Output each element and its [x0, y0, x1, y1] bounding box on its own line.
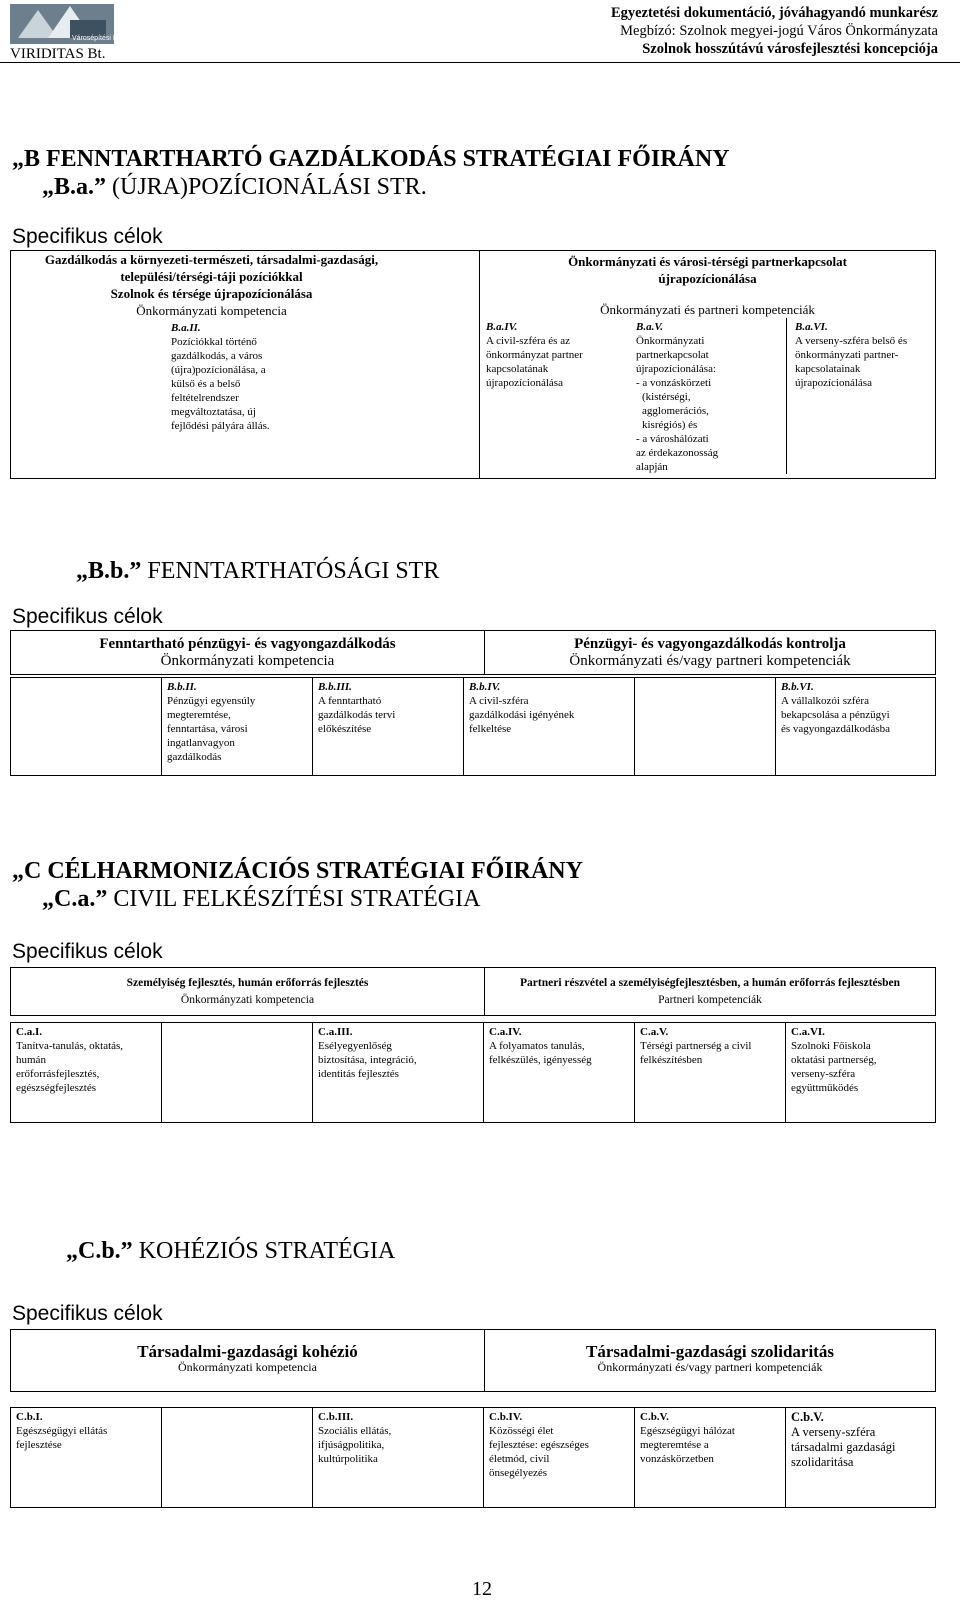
cell-b-a-v: B.a.V. Önkormányzati partnerkapcsolat újrapozícionálása: - a vonzáskörzeti (kistérségi, agglomerációs, kisrégiós) és - a városhálózati az érdekazonosság alapján	[636, 321, 719, 473]
section-bb-spec-label: Specifikus célok	[12, 605, 163, 628]
section-c-title: „C CÉLHARMONIZÁCIÓS STRATÉGIAI FŐIRÁNY	[12, 858, 583, 884]
section-cb-cells-table	[10, 1407, 936, 1508]
cell-b-a-iv: B.a.IV. A civil-szféra és az önkormányzat partner kapcsolatának újrapozícionálása	[486, 321, 583, 389]
cell-b-b-ii: B.b.II. Pénzügyi egyensúly megteremtése, fenntartása, városi ingatlanvagyon gazdálkodás	[162, 678, 313, 776]
section-cb-right-caption: Társadalmi-gazdasági szolidaritás	[586, 1342, 834, 1361]
section-ba-title: (ÚJRA)POZÍCIONÁLÁSI STR.	[112, 174, 427, 200]
section-ca-left-competence: Önkormányzati kompetencia	[180, 993, 315, 1006]
header-line-2: Megbízó: Szolnok megyei-jogú Város Önkormányzata	[620, 23, 938, 39]
section-bb-cells-table	[10, 677, 936, 776]
section-cb-left-caption: Társadalmi-gazdasági kohézió	[137, 1342, 358, 1361]
section-ba-left-caption: Gazdálkodás a környezeti-természeti, társadalmi-gazdasági, települési/térségi-táji pozíciókkal Szolnok és térsége újrapozícionálása	[44, 252, 379, 301]
cell-c-a-i: C.a.I. Tanítva-tanulás, oktatás, humán erőforrásfejlesztés, egészségfejlesztés	[11, 1023, 162, 1123]
cell-b-b-vi: B.b.VI. A vállalkozói szféra bekapcsolása a pénzügyi és vagyongazdálkodásba	[776, 678, 936, 776]
section-ca-left-caption: Személyiség fejlesztés, humán erőforrás fejlesztés	[126, 976, 369, 989]
cell-b-b-iii: B.b.III. A fenntartható gazdálkodás tervi előkészítése	[313, 678, 464, 776]
cell-c-b-i: C.b.I. Egészségügyi ellátás fejlesztése	[11, 1408, 162, 1508]
cell-c-b-v-2: C.b.V. A verseny-szféra társadalmi gazdasági szolidaritása	[786, 1408, 936, 1508]
section-bb-left-competence: Önkormányzati kompetencia	[160, 652, 335, 669]
section-cb-title: KOHÉZIÓS STRATÉGIA	[138, 1238, 396, 1264]
logo-text: VIRIDITAS Bt.	[10, 46, 106, 62]
section-ba-right-block	[480, 251, 936, 479]
section-ba-table	[10, 250, 936, 479]
section-b-title: „B FENNTARTHARTÓ GAZDÁLKODÁS STRATÉGIAI FŐIRÁNY	[12, 146, 730, 172]
section-ca-header-table	[10, 967, 936, 1016]
section-ba-code: „B.a.”	[42, 174, 107, 200]
cell-c-b-iii: C.b.III. Szociális ellátás, ifjúságpolitika, kultúrpolitika	[313, 1408, 484, 1508]
section-ca-heading	[42, 886, 480, 913]
header-divider	[0, 62, 960, 63]
section-cb-header-table	[10, 1329, 936, 1392]
header-line-1: Egyeztetési dokumentáció, jóváhagyandó munkarész	[610, 5, 938, 21]
section-ba-right-competence: Önkormányzati és partneri kompetenciák	[600, 302, 815, 317]
section-ca-spec-label: Specifikus célok	[12, 940, 163, 963]
section-ba-spec-label: Specifikus célok	[12, 225, 163, 248]
cell-c-a-v: C.a.V. Térségi partnerség a civil felkészítésben	[635, 1023, 786, 1123]
section-bb-right-caption: Pénzügyi- és vagyongazdálkodás kontrolja	[574, 635, 846, 652]
cell-b-a-vi: B.a.VI. A verseny-szféra belső és önkormányzati partner- kapcsolatainak újrapozícionálása	[786, 318, 935, 474]
cell-b-a-ii: B.a.II. Pozíciókkal történő gazdálkodás, a város (újra)pozícionálása, a külső és a belső feltételrendszer megváltoztatása, új fejlődési pályára állás.	[171, 322, 270, 432]
section-bb-title: FENNTARTHATÓSÁGI STR	[147, 558, 440, 584]
section-ba-left-competence: Önkormányzati kompetencia	[136, 303, 287, 318]
section-bb-header-table	[10, 630, 936, 675]
cell-c-a-iv: C.a.IV. A folyamatos tanulás, felkészülés, igényesség	[484, 1023, 635, 1123]
section-cb-left-competence: Önkormányzati kompetencia	[178, 1360, 317, 1374]
section-ba-right-caption: Önkormányzati és városi-térségi partnerkapcsolat újrapozícionálása	[568, 254, 847, 286]
section-ba-heading	[42, 174, 427, 201]
section-ca-code: „C.a.”	[42, 886, 108, 912]
section-ca-cells-table	[10, 1022, 936, 1123]
section-cb-spec-label: Specifikus célok	[12, 1302, 163, 1325]
section-ca-title: CIVIL FELKÉSZÍTÉSI STRATÉGIA	[113, 886, 481, 912]
cell-c-b-iv: C.b.IV. Közösségi élet fejlesztése: egészséges életmód, civil önsegélyezés	[484, 1408, 635, 1508]
section-bb-code: „B.b.”	[76, 558, 142, 584]
section-ca-right-competence: Partneri kompetenciák	[658, 993, 762, 1006]
section-cb-code: „C.b.”	[66, 1238, 133, 1264]
section-cb-heading	[66, 1238, 395, 1265]
section-bb-right-competence: Önkormányzati és/vagy partneri kompetenciák	[569, 652, 851, 669]
cell-b-b-iv: B.b.IV. A civil-szféra gazdálkodási igényének felkeltése	[464, 678, 635, 776]
header-line-3: Szolnok hosszútávú városfejlesztési koncepciója	[642, 41, 938, 57]
cell-c-a-vi: C.a.VI. Szolnoki Főiskola oktatási partnerség, verseny-szféra együttműködés	[786, 1023, 936, 1123]
section-bb-heading	[76, 558, 439, 585]
logo-small-text: Városépítési Kft.	[72, 35, 124, 42]
page-number: 12	[472, 1578, 492, 1600]
section-ca-right-caption: Partneri részvétel a személyiségfejlesztésben, a humán erőforrás fejlesztésben	[520, 976, 900, 989]
cell-c-b-v: C.b.V. Egészségügyi hálózat megteremtése a vonzáskörzetben	[635, 1408, 786, 1508]
section-cb-right-competence: Önkormányzati és/vagy partneri kompetenciák	[597, 1360, 823, 1374]
cell-c-a-iii: C.a.III. Esélyegyenlőség biztosítása, integráció, identitás fejlesztés	[313, 1023, 484, 1123]
section-bb-left-caption: Fenntartható pénzügyi- és vagyongazdálkodás	[99, 635, 396, 652]
section-ba-left-block	[11, 251, 412, 479]
